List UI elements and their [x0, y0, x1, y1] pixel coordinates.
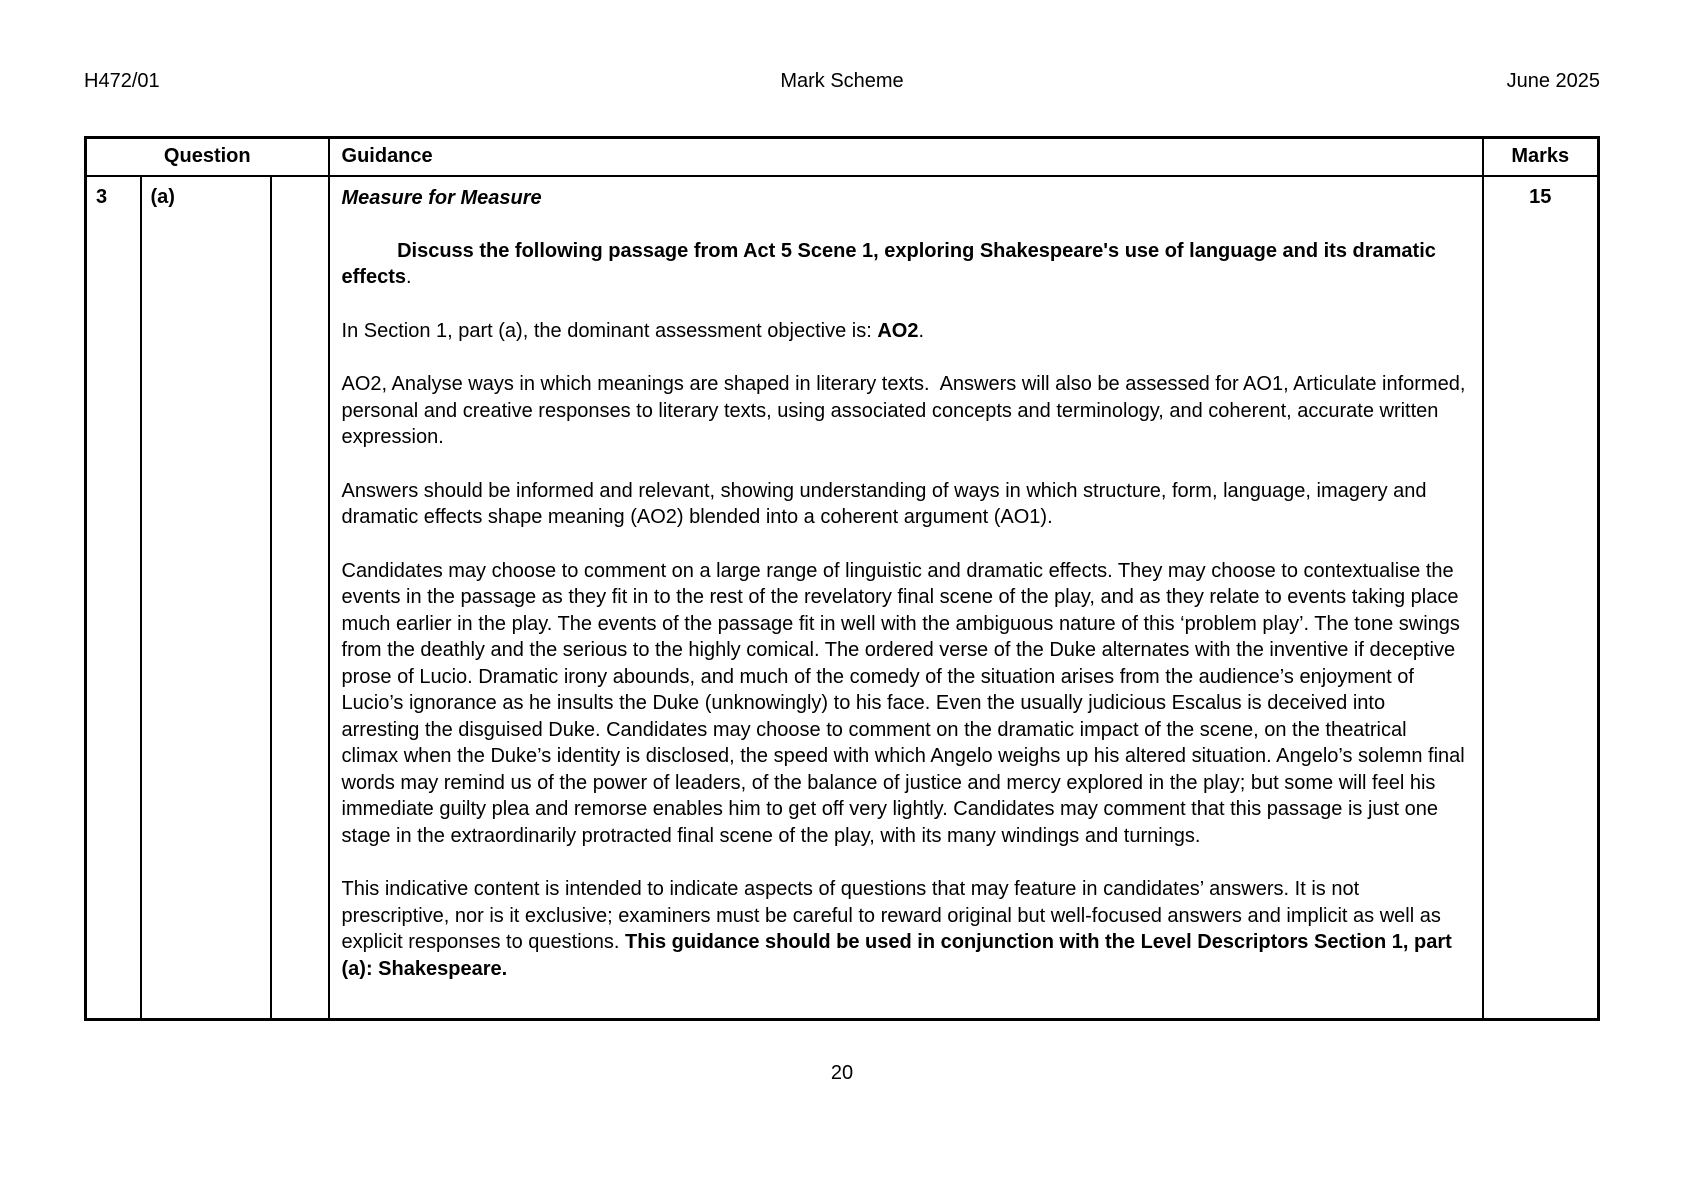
- column-header-marks: Marks: [1483, 138, 1599, 176]
- session-date: June 2025: [1506, 70, 1600, 92]
- guidance-ao2-paragraph: AO2, Analyse ways in which meanings are shaped in literary texts. Answers will also be assessed for AO1, Articulate informed, personal and creative responses to literary texts, using associated concepts and terminology, and coherent, accurate written expression.: [341, 373, 1471, 448]
- guidance-answers-paragraph: Answers should be informed and relevant, showing understanding of ways in which structure, form, language, imagery and dramatic effects shape meaning (AO2) blended into a coherent argument (AO1).: [341, 479, 1433, 528]
- indicative-prefix: This indicative content is intended to indicate aspects of questions that may feature in candidates’ answers. It is not prescriptive, nor is it exclusive; examiners must be careful to reward original but well-focused answers and implicit as well as explicit responses to questions.: [341, 878, 1447, 953]
- marks-cell: 15: [1483, 176, 1599, 1020]
- play-title: Measure for Measure: [341, 186, 542, 209]
- guidance-indicative-paragraph: [342, 876, 1468, 982]
- paper-code: H472/01: [84, 70, 160, 92]
- guidance-candidates-paragraph: Candidates may choose to comment on a large range of linguistic and dramatic effects. They may choose to contextualise the events in the passage as they fit in to the rest of the revelatory final scene of the play, and as they relate to events taking place much earlier in the play. The events of the passage fit in well with the ambiguous nature of this ‘problem play’. The tone swings from the deathly and the serious to the highly comical. The ordered verse of the Duke alternates with the inventive if deceptive prose of Lucio. Dramatic irony abounds, and much of the comedy of the situation arises from the audience’s enjoyment of Lucio’s ignorance as he insults the Duke (unknowingly) to his face. Even the usually judicious Escalus is deceived into arresting the disguised Duke. Candidates may choose to comment on the dramatic impact of the scene, on the theatrical climax when the Duke’s identity is disclosed, the speed with which Angelo weighs up his altered situation. Angelo’s solemn final words may remind us of the power of leaders, of the balance of justice and mercy explored in the play; but some will feel his immediate guilty plea and remorse enables him to get off very lightly. Candidates may comment that this passage is just one stage in the extraordinarily protracted final scene of the play, with its many windings and turnings.: [341, 559, 1471, 847]
- column-header-guidance: Guidance: [329, 138, 1483, 176]
- guidance-task-paragraph: [342, 185, 1468, 291]
- page-header: [84, 68, 1600, 94]
- guidance-cell: [329, 176, 1483, 1020]
- guidance-objective-paragraph: [342, 318, 1468, 345]
- mark-scheme-table: [84, 136, 1600, 1021]
- indicative-bold: This guidance should be used in conjunction with the Level Descriptors Section 1, part (a): Shakespeare.: [341, 931, 1458, 980]
- page-footer: [0, 1062, 1684, 1085]
- table-header-row: [86, 138, 1599, 176]
- task-end: .: [406, 266, 412, 288]
- objective-code: AO2: [877, 319, 919, 342]
- task-text: Discuss the following passage from Act 5 Scene 1, exploring Shakespeare's use of language and its dramatic effects: [341, 239, 1442, 288]
- column-header-question: Question: [86, 138, 329, 176]
- objective-prefix: In Section 1, part (a), the dominant assessment objective is:: [341, 319, 878, 342]
- objective-end: .: [918, 319, 925, 342]
- page-number: 20: [830, 1062, 854, 1084]
- table-row: [86, 176, 1599, 1020]
- question-number-cell: 3: [86, 176, 141, 1020]
- document-title: Mark Scheme: [780, 70, 904, 92]
- question-subpart-cell: [271, 176, 329, 1020]
- question-part-cell: (a): [141, 176, 271, 1020]
